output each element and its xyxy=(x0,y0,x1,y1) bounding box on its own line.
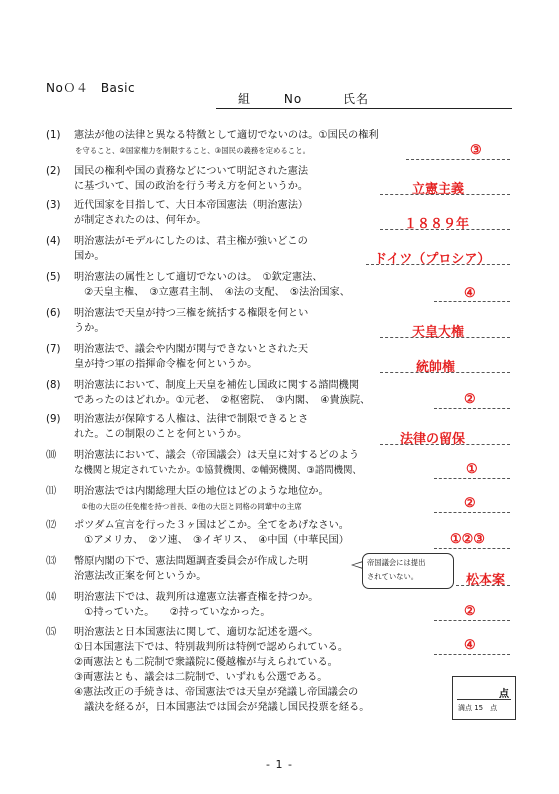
answer-3: １８８９年 xyxy=(404,217,470,232)
callout-note: 帝国議会には提出 されていない。 xyxy=(362,553,454,589)
worksheet-number: NoＯ４ Basic xyxy=(46,81,136,95)
answer-line-12 xyxy=(434,548,510,549)
answer-14: ② xyxy=(464,604,476,619)
answer-12: ①②③ xyxy=(450,532,485,547)
answer-line-14 xyxy=(434,620,510,621)
answer-line-3 xyxy=(380,229,510,230)
answer-4: ドイツ（プロシア） xyxy=(374,252,491,267)
answer-8: ② xyxy=(464,392,476,407)
answer-10: ① xyxy=(466,462,478,477)
student-no-label: No xyxy=(283,92,303,106)
answer-9: 法律の留保 xyxy=(400,432,466,447)
answer-11: ② xyxy=(464,496,476,511)
answer-line-10 xyxy=(434,478,510,479)
answer-line-5 xyxy=(434,301,510,302)
answer-line-15 xyxy=(434,654,510,655)
perfect-score: 満点 15 点 xyxy=(458,704,498,712)
name-line xyxy=(216,90,512,109)
answer-1: ③ xyxy=(470,143,482,158)
answer-15: ④ xyxy=(464,638,476,653)
answer-line-9 xyxy=(380,444,510,445)
answer-line-2 xyxy=(380,194,510,195)
answer-6: 天皇大権 xyxy=(412,325,465,340)
answer-5: ④ xyxy=(464,286,476,301)
score-box xyxy=(452,676,516,720)
answer-line-1 xyxy=(406,159,510,160)
score-unit: 点 xyxy=(499,689,509,700)
answer-line-4 xyxy=(366,264,510,265)
answer-7: 統帥権 xyxy=(416,360,456,375)
class-label: 組 xyxy=(238,92,252,106)
answer-13: 松本案 xyxy=(466,573,506,588)
answer-line-8 xyxy=(434,408,510,409)
page-number: - 1 - xyxy=(266,758,293,771)
answer-line-13 xyxy=(456,585,510,586)
answer-line-11 xyxy=(434,512,510,513)
answer-line-7 xyxy=(380,372,510,373)
answer-2: 立憲主義 xyxy=(412,182,465,197)
name-label: 氏名 xyxy=(343,92,370,106)
score-divider xyxy=(457,699,511,700)
answer-line-6 xyxy=(380,337,510,338)
